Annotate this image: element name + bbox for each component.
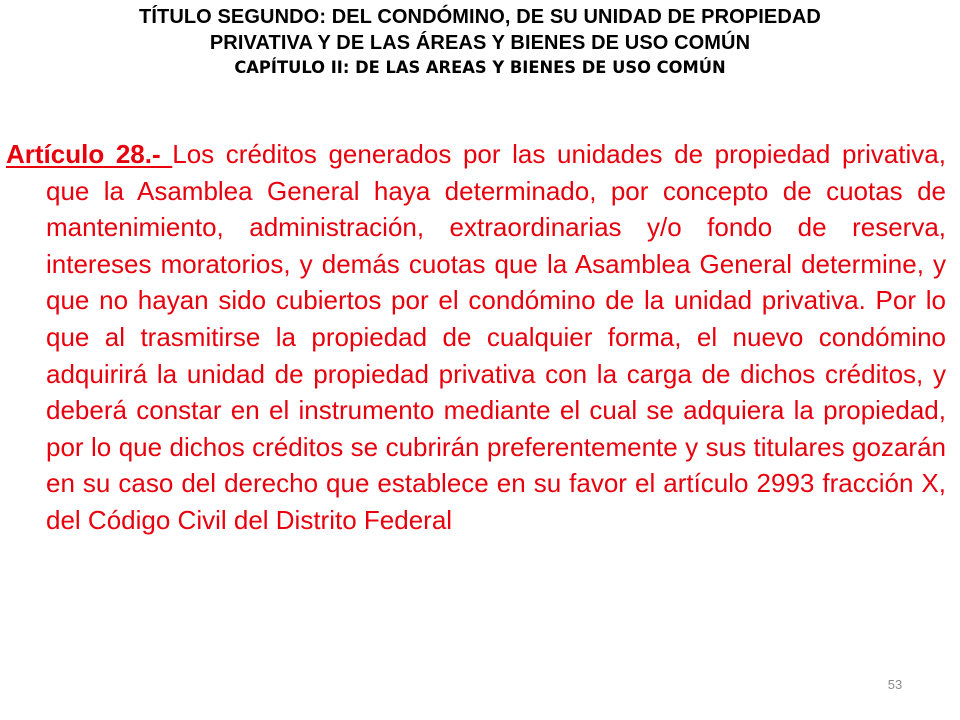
title-line-2: PRIVATIVA Y DE LAS ÁREAS Y BIENES DE USO COMÚN [209,32,751,54]
article-label: Artículo 28.- [6,139,173,169]
article-text: Los créditos generados por las unidades de propiedad privativa, que la Asamblea General haya determinado, por concepto de cuotas de mantenimiento, administración, extraordinarias y/o fondo de reserva, intereses moratorios, y demás cuotas que la Asamblea General determine, y que no hayan sido cubiertos por el condómino de la unidad privativa. Por lo que al trasmitirse la propiedad de cualquier forma, el nuevo condómino adquirirá la unidad de propiedad privativa con la carga de dichos créditos, y deberá constar en el instrumento mediante el cual se adquiera la propiedad, por lo que dichos créditos se cubrirán preferentemente y sus titulares gozarán en su caso del derecho que establece en su favor el artículo 2993 fracción X, del Código Civil del Distrito Federal [46,139,946,535]
chapter-title: CAPÍTULO II: DE LAS AREAS Y BIENES DE USO COMÚN [234,58,726,78]
page-number: 53 [887,677,903,692]
article-paragraph [6,136,946,539]
slide-header [0,4,960,80]
title-line-1: TÍTULO SEGUNDO: DEL CONDÓMINO, DE SU UNIDAD DE PROPIEDAD [139,6,821,28]
